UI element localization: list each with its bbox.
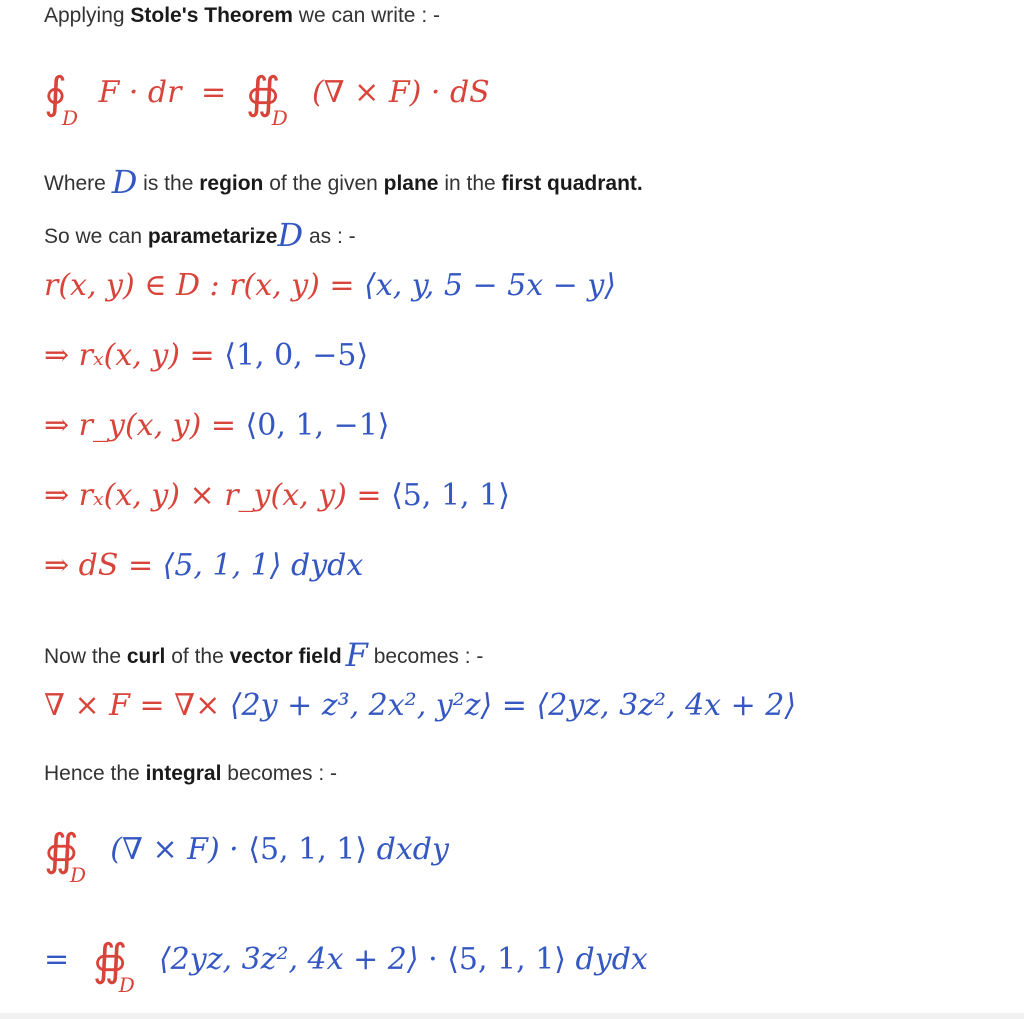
rhs-subscript: D [271,106,288,130]
bottom-divider [0,1013,1024,1019]
final-integral-2: = ∯ D ⟨2yz, 3z², 4x + 2⟩ · ⟨5, 1, 1⟩ dydx [44,935,648,997]
lhs-integrand: F · dr [98,75,182,110]
eq-param: r(x, y) ∈ D : r(x, y) = ⟨x, y, 5 − 5x − y⟩ [44,268,617,303]
field-symbol: F [345,636,368,674]
lhs-subscript: D [62,106,79,130]
region-symbol: D [111,163,138,201]
intro-line [44,4,440,28]
rhs-integrand: (∇ × F) · dS [311,75,490,110]
integral-line: Hence the integral becomes : - [44,762,337,785]
surface-integral-symbol-3: ∯ D [92,935,135,997]
theorem-name: Stole's Theorem [130,4,293,27]
intro-pre: Applying [44,4,131,27]
intro-post: we can write : - [292,4,440,27]
eq-ry: ⇒ r_y(x, y) = ⟨0, 1, −1⟩ [44,408,390,443]
curl-equation: ∇ × F = ∇× ⟨2y + z³, 2x², y²z⟩ = ⟨2yz, 3z², 4x + 2⟩ [44,688,797,723]
where-line: Where D is the region of the given plane in the first quadrant. [44,163,643,201]
surface-integral-symbol-2: ∯ D [44,825,87,887]
stokes-equation [44,68,490,130]
eq-rx: ⇒ rₓ(x, y) = ⟨1, 0, −5⟩ [44,338,369,373]
final-integral-1: ∯ D (∇ × F) · ⟨5, 1, 1⟩ dxdy [44,825,449,887]
parametrize-line: So we can parametarizeD as : - [44,216,356,254]
curl-line: Now the curl of the vector field F becomes : - [44,636,484,674]
eq-dS: ⇒ dS = ⟨5, 1, 1⟩ dydx [44,548,364,583]
equals-sign: = [201,75,227,110]
region-symbol-2: D [277,216,304,254]
contour-integral-symbol: ∮ D [44,68,79,130]
surface-integral-symbol: ∯ D [245,68,288,130]
eq-cross: ⇒ rₓ(x, y) × r_y(x, y) = ⟨5, 1, 1⟩ [44,478,510,513]
